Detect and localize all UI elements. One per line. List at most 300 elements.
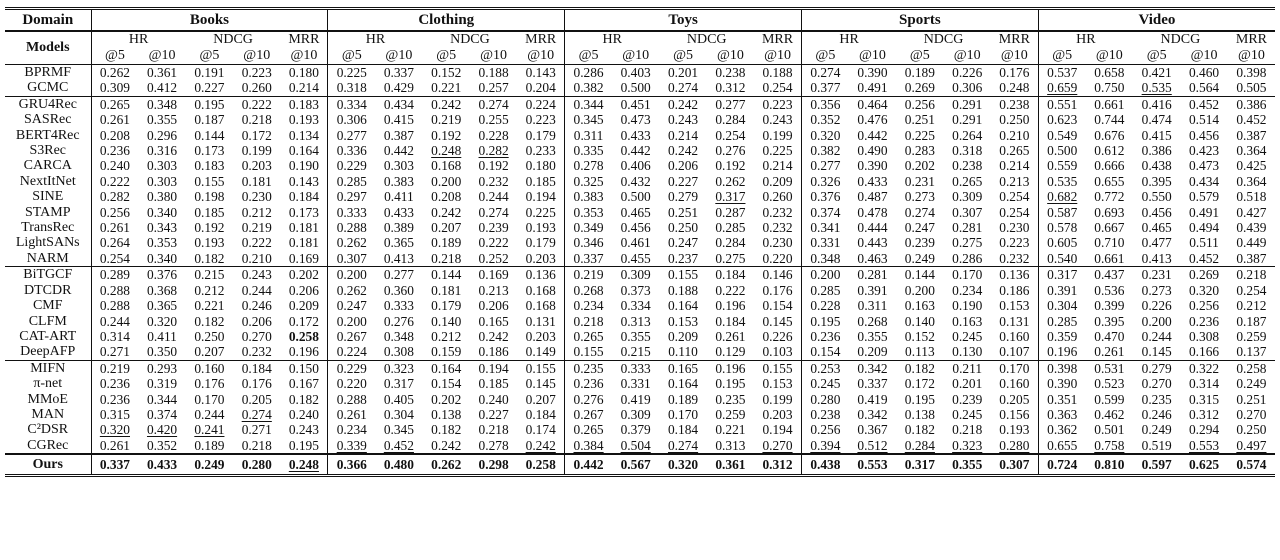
metric-value: 0.228 [810, 298, 841, 314]
metric-value: 0.599 [1094, 391, 1125, 407]
metric-value: 0.425 [1236, 158, 1267, 174]
metric-value: 0.386 [1141, 143, 1172, 159]
model-name: LightSANs [15, 235, 80, 251]
metric-value: 0.264 [99, 235, 130, 251]
metric-cell [423, 376, 470, 391]
metric-cell [1086, 283, 1133, 298]
metric-cell [280, 158, 327, 173]
metric-cell [565, 220, 612, 235]
metric-cell [944, 80, 991, 96]
metric-cell [328, 329, 375, 344]
metric-cell [1038, 438, 1085, 454]
metric-value: 0.238 [715, 65, 746, 80]
metric-value: 0.382 [810, 143, 841, 159]
metric-cell [944, 174, 991, 189]
metric-cell [517, 329, 564, 344]
metric-cell [138, 314, 185, 329]
metric-cell [280, 283, 327, 298]
metric-cell [754, 422, 801, 437]
metric-cell [612, 65, 659, 81]
metric-value: 0.411 [384, 189, 414, 205]
metric-cell [659, 189, 706, 204]
metric-value: 0.433 [620, 127, 651, 143]
metric-value: 0.237 [667, 250, 699, 266]
metric-value: 0.315 [99, 406, 130, 422]
results-table-container [5, 7, 1275, 477]
metric-cell [801, 174, 848, 189]
metric-cell [233, 283, 280, 298]
metric-value: 0.247 [667, 235, 699, 251]
metric-value: 0.314 [99, 328, 130, 344]
metric-value: 0.235 [573, 360, 604, 376]
metric-cell [1180, 267, 1227, 283]
metric-cell [991, 65, 1038, 81]
metric-cell [565, 235, 612, 250]
metric-value: 0.186 [478, 344, 509, 360]
metric-value: 0.274 [667, 80, 699, 96]
metric-value: 0.214 [762, 158, 793, 174]
domain-header-sports: Sports [801, 9, 1038, 32]
metric-value: 0.221 [194, 298, 225, 314]
metric-cell [186, 267, 233, 283]
metric-value: 0.271 [99, 344, 130, 360]
metric-cell [375, 267, 422, 283]
metric-value: 0.182 [904, 360, 935, 376]
model-row [5, 298, 1275, 313]
metric-cell [707, 112, 754, 127]
metric-value: 0.285 [1047, 313, 1078, 329]
metric-value: 0.138 [431, 406, 462, 422]
metric-cell [659, 407, 706, 422]
metric-value: 0.208 [431, 189, 462, 205]
metric-value: 0.211 [952, 360, 983, 376]
metric-cell [801, 298, 848, 313]
metric-value: 0.227 [194, 80, 225, 96]
metric-cell [565, 376, 612, 391]
metric-value: 0.267 [573, 406, 604, 422]
metric-value: 0.465 [1141, 220, 1172, 236]
metric-cell [944, 112, 991, 127]
metric-cell [801, 314, 848, 329]
metric-value: 0.348 [146, 96, 178, 112]
metric-cell [328, 235, 375, 250]
model-row [5, 329, 1275, 344]
metric-value: 0.323 [383, 360, 414, 376]
metric-cell [1133, 360, 1180, 376]
metric-value: 0.320 [810, 127, 841, 143]
metric-cell [1228, 422, 1275, 437]
metric-value: 0.307 [999, 457, 1030, 473]
metric-cell [1038, 251, 1085, 267]
metric-value: 0.346 [573, 235, 604, 251]
metric-cell [517, 65, 564, 81]
metric-value: 0.605 [1047, 235, 1078, 251]
metric-value: 0.240 [478, 391, 509, 407]
metric-value: 0.189 [431, 235, 462, 251]
metric-cell [138, 283, 185, 298]
metric-value: 0.270 [241, 328, 272, 344]
metric-value: 0.232 [762, 220, 793, 236]
metric-cell [470, 128, 517, 143]
metric-value: 0.389 [383, 220, 414, 236]
metric-cell [612, 158, 659, 173]
metric-cell [707, 344, 754, 360]
metric-value: 0.374 [810, 204, 841, 220]
metric-value: 0.337 [99, 457, 130, 473]
metric-cell [423, 251, 470, 267]
metric-cell [423, 65, 470, 81]
metric-value: 0.202 [288, 267, 319, 283]
metric-cell [944, 298, 991, 313]
cutoff-header: @5 [199, 48, 220, 63]
model-row [5, 189, 1275, 204]
metric-cell [1038, 174, 1085, 189]
metric-value: 0.190 [288, 158, 319, 174]
metric-cell [517, 220, 564, 235]
cutoff-header: @5 [1038, 48, 1085, 65]
metric-cell [517, 438, 564, 454]
metric-cell [233, 267, 280, 283]
metric-value: 0.155 [525, 360, 556, 376]
metric-value: 0.421 [1141, 65, 1172, 80]
metric-value: 0.258 [1236, 360, 1267, 376]
metric-cell [707, 267, 754, 283]
metric-cell [1180, 438, 1227, 454]
metric-value: 0.245 [810, 376, 841, 392]
metric-cell [659, 344, 706, 360]
metric-cell [1180, 392, 1227, 407]
metric-cell [1086, 143, 1133, 158]
metric-cell [138, 407, 185, 422]
metric-value: 0.724 [1047, 457, 1078, 473]
metric-cell [944, 329, 991, 344]
cutoff-header: @10 [527, 48, 555, 63]
metric-cell [91, 174, 138, 189]
metric-value: 0.226 [952, 65, 983, 80]
metric-cell [423, 438, 470, 454]
metric-value: 0.195 [288, 437, 319, 453]
metric-value: 0.182 [194, 250, 225, 266]
metric-value: 0.333 [620, 360, 651, 376]
metric-cell [1086, 174, 1133, 189]
metric-value: 0.434 [1188, 173, 1220, 189]
metric-cell [659, 174, 706, 189]
metric-value: 0.200 [336, 267, 367, 283]
metric-cell [707, 251, 754, 267]
metric-value: 0.331 [620, 376, 651, 392]
metric-value: 0.154 [431, 376, 462, 392]
metric-value: 0.264 [952, 127, 983, 143]
metric-value: 0.350 [146, 344, 178, 360]
metric-cell [280, 235, 327, 250]
metric-cell [849, 407, 896, 422]
metric-value: 0.232 [478, 173, 509, 189]
metric-cell [138, 235, 185, 250]
metric-cell [233, 376, 280, 391]
metric-cell [186, 96, 233, 112]
metric-value: 0.213 [999, 173, 1030, 189]
metric-cell [517, 112, 564, 127]
metric-cell [328, 314, 375, 329]
metric-cell [138, 174, 185, 189]
model-name: STAMP [24, 204, 71, 220]
metric-cell [1038, 189, 1085, 204]
metric-cell [707, 392, 754, 407]
metric-value: 0.661 [1094, 96, 1125, 112]
metric-cell [565, 267, 612, 283]
metric-cell [896, 329, 943, 344]
metric-value: 0.170 [194, 391, 225, 407]
metric-hr-header: HR [801, 31, 896, 48]
metric-value: 0.262 [431, 457, 462, 473]
metric-value: 0.411 [147, 328, 177, 344]
metric-value: 0.433 [146, 457, 178, 473]
metric-value: 0.438 [810, 457, 841, 473]
metric-value: 0.282 [99, 189, 130, 205]
metric-value: 0.170 [999, 360, 1030, 376]
metric-value: 0.248 [431, 143, 462, 159]
metric-value: 0.693 [1094, 204, 1125, 220]
metric-cell [896, 376, 943, 391]
metric-cell [1038, 80, 1085, 96]
metric-value: 0.214 [288, 80, 319, 96]
metric-value: 0.265 [99, 96, 130, 112]
metric-value: 0.269 [904, 80, 935, 96]
metric-value: 0.412 [146, 80, 178, 96]
cutoff-header: @5 [673, 48, 693, 63]
metric-value: 0.223 [525, 112, 556, 128]
metric-value: 0.279 [667, 189, 699, 205]
metric-cell [280, 220, 327, 235]
metric-cell [233, 344, 280, 360]
metric-value: 0.254 [1236, 282, 1267, 298]
metric-value: 0.478 [857, 204, 888, 220]
metric-cell [944, 438, 991, 454]
metric-cell [1133, 298, 1180, 313]
metric-value: 0.222 [478, 235, 509, 251]
metric-cell [944, 251, 991, 267]
metric-cell [612, 220, 659, 235]
metric-value: 0.154 [762, 298, 793, 314]
metric-value: 0.219 [573, 267, 604, 283]
metric-cell [328, 205, 375, 220]
metric-value: 0.500 [1047, 143, 1078, 159]
metric-mrr-header: MRR [280, 31, 327, 48]
metric-value: 0.174 [525, 422, 556, 438]
metric-cell [565, 422, 612, 437]
metric-value: 0.342 [857, 406, 888, 422]
metric-cell [849, 329, 896, 344]
metric-value: 0.535 [1141, 80, 1172, 96]
metric-cell [849, 189, 896, 204]
metric-value: 0.184 [288, 189, 319, 205]
metric-value: 0.270 [762, 437, 793, 453]
metric-cell [423, 298, 470, 313]
metric-cell [375, 422, 422, 437]
metric-cell [1086, 438, 1133, 454]
metric-value: 0.320 [146, 313, 178, 329]
metric-cell [1180, 360, 1227, 376]
metric-cell [991, 80, 1038, 96]
metric-value: 0.223 [762, 96, 793, 112]
metric-cell [991, 112, 1038, 127]
metric-cell [517, 314, 564, 329]
metric-value: 0.131 [525, 313, 556, 329]
metric-value: 0.320 [1188, 282, 1220, 298]
metric-cell [1133, 235, 1180, 250]
metric-value: 0.553 [1188, 437, 1220, 453]
metric-cell [138, 251, 185, 267]
metric-cell [138, 96, 185, 112]
metric-cell [612, 392, 659, 407]
metric-value: 0.172 [241, 127, 272, 143]
metric-value: 0.236 [810, 328, 841, 344]
metric-cell [707, 298, 754, 313]
metric-cell [754, 174, 801, 189]
metric-cell [944, 205, 991, 220]
metric-value: 0.218 [241, 112, 272, 128]
metric-cell [375, 251, 422, 267]
metric-value: 0.398 [1236, 65, 1267, 80]
metric-cell [849, 112, 896, 127]
metric-cell [1086, 65, 1133, 81]
metric-cell [707, 143, 754, 158]
metric-value: 0.667 [1094, 220, 1125, 236]
metric-cell [565, 344, 612, 360]
metric-cell [896, 189, 943, 204]
metric-cell [1086, 96, 1133, 112]
metric-value: 0.164 [667, 376, 699, 392]
metric-value: 0.203 [525, 250, 556, 266]
metric-value: 0.240 [99, 158, 130, 174]
metric-cell [1180, 376, 1227, 391]
metric-value: 0.287 [715, 204, 746, 220]
metric-value: 0.209 [762, 173, 793, 189]
metric-value: 0.494 [1188, 220, 1220, 236]
metric-cell [801, 422, 848, 437]
metric-ndcg-header: NDCG [423, 31, 518, 48]
metric-value: 0.377 [810, 80, 841, 96]
metric-cell [470, 392, 517, 407]
metric-cell [470, 96, 517, 112]
metric-value: 0.248 [999, 80, 1030, 96]
metric-cell [1133, 158, 1180, 173]
metric-cell [707, 80, 754, 96]
metric-cell [328, 128, 375, 143]
metric-cell [565, 283, 612, 298]
metric-value: 0.218 [478, 422, 509, 438]
metric-value: 0.390 [857, 65, 888, 80]
metric-cell [233, 220, 280, 235]
metric-cell [801, 235, 848, 250]
metric-cell [659, 251, 706, 267]
metric-value: 0.449 [1236, 235, 1267, 251]
metric-value: 0.463 [857, 250, 888, 266]
metric-value: 0.265 [573, 422, 604, 438]
metric-cell [991, 220, 1038, 235]
metric-value: 0.226 [1141, 298, 1172, 314]
metric-cell [896, 283, 943, 298]
metric-cell [754, 298, 801, 313]
metric-value: 0.144 [431, 267, 462, 283]
metric-value: 0.531 [1094, 360, 1125, 376]
metric-value: 0.490 [857, 143, 888, 159]
metric-value: 0.210 [999, 127, 1030, 143]
metric-value: 0.236 [573, 376, 604, 392]
metric-value: 0.276 [715, 143, 746, 159]
metric-cell [707, 422, 754, 437]
metric-cell [91, 189, 138, 204]
metric-value: 0.308 [383, 344, 414, 360]
metric-cell [565, 174, 612, 189]
metric-value: 0.359 [1047, 328, 1078, 344]
metric-value: 0.207 [525, 391, 556, 407]
metric-cell [186, 128, 233, 143]
metric-value: 0.251 [1236, 391, 1267, 407]
metric-cell [801, 360, 848, 376]
metric-cell [1133, 80, 1180, 96]
metric-value: 0.442 [857, 127, 888, 143]
metric-cell [186, 298, 233, 313]
metric-value: 0.288 [99, 298, 130, 314]
metric-value: 0.432 [620, 173, 651, 189]
metric-value: 0.182 [431, 422, 462, 438]
metric-cell [91, 298, 138, 313]
metric-cell [138, 438, 185, 454]
metric-cell [707, 158, 754, 173]
metric-value: 0.452 [1188, 250, 1220, 266]
metric-cell [1180, 174, 1227, 189]
metric-value: 0.180 [525, 158, 556, 174]
metric-value: 0.236 [99, 143, 130, 159]
metric-cell [1180, 205, 1227, 220]
metric-cell [1038, 454, 1085, 476]
metric-cell [138, 205, 185, 220]
metric-cell [754, 376, 801, 391]
metric-value: 0.274 [478, 204, 509, 220]
metric-cell [186, 158, 233, 173]
metric-value: 0.519 [1141, 437, 1172, 453]
metric-cell [186, 360, 233, 376]
metric-value: 0.218 [241, 437, 272, 453]
metric-cell [659, 314, 706, 329]
metric-cell [1228, 128, 1275, 143]
metric-cell [1228, 158, 1275, 173]
metric-value: 0.138 [904, 406, 935, 422]
model-row [5, 112, 1275, 127]
metric-cell [91, 112, 138, 127]
metric-cell [896, 392, 943, 407]
metric-value: 0.239 [952, 391, 983, 407]
metric-cell [1228, 407, 1275, 422]
metric-value: 0.146 [762, 267, 793, 283]
metric-value: 0.137 [1236, 344, 1267, 360]
metric-value: 0.203 [762, 406, 793, 422]
metric-value: 0.234 [573, 298, 604, 314]
metric-value: 0.163 [952, 313, 983, 329]
metric-value: 0.398 [1047, 360, 1078, 376]
metric-value: 0.203 [525, 328, 556, 344]
metric-value: 0.131 [999, 313, 1030, 329]
metric-cell [517, 407, 564, 422]
metric-value: 0.202 [904, 158, 935, 174]
metric-cell [233, 174, 280, 189]
metric-cell [754, 344, 801, 360]
metric-value: 0.184 [715, 267, 746, 283]
cutoff-header: @5 [1146, 48, 1167, 63]
metric-ndcg-header: NDCG [1133, 31, 1228, 48]
metric-value: 0.415 [1141, 127, 1172, 143]
